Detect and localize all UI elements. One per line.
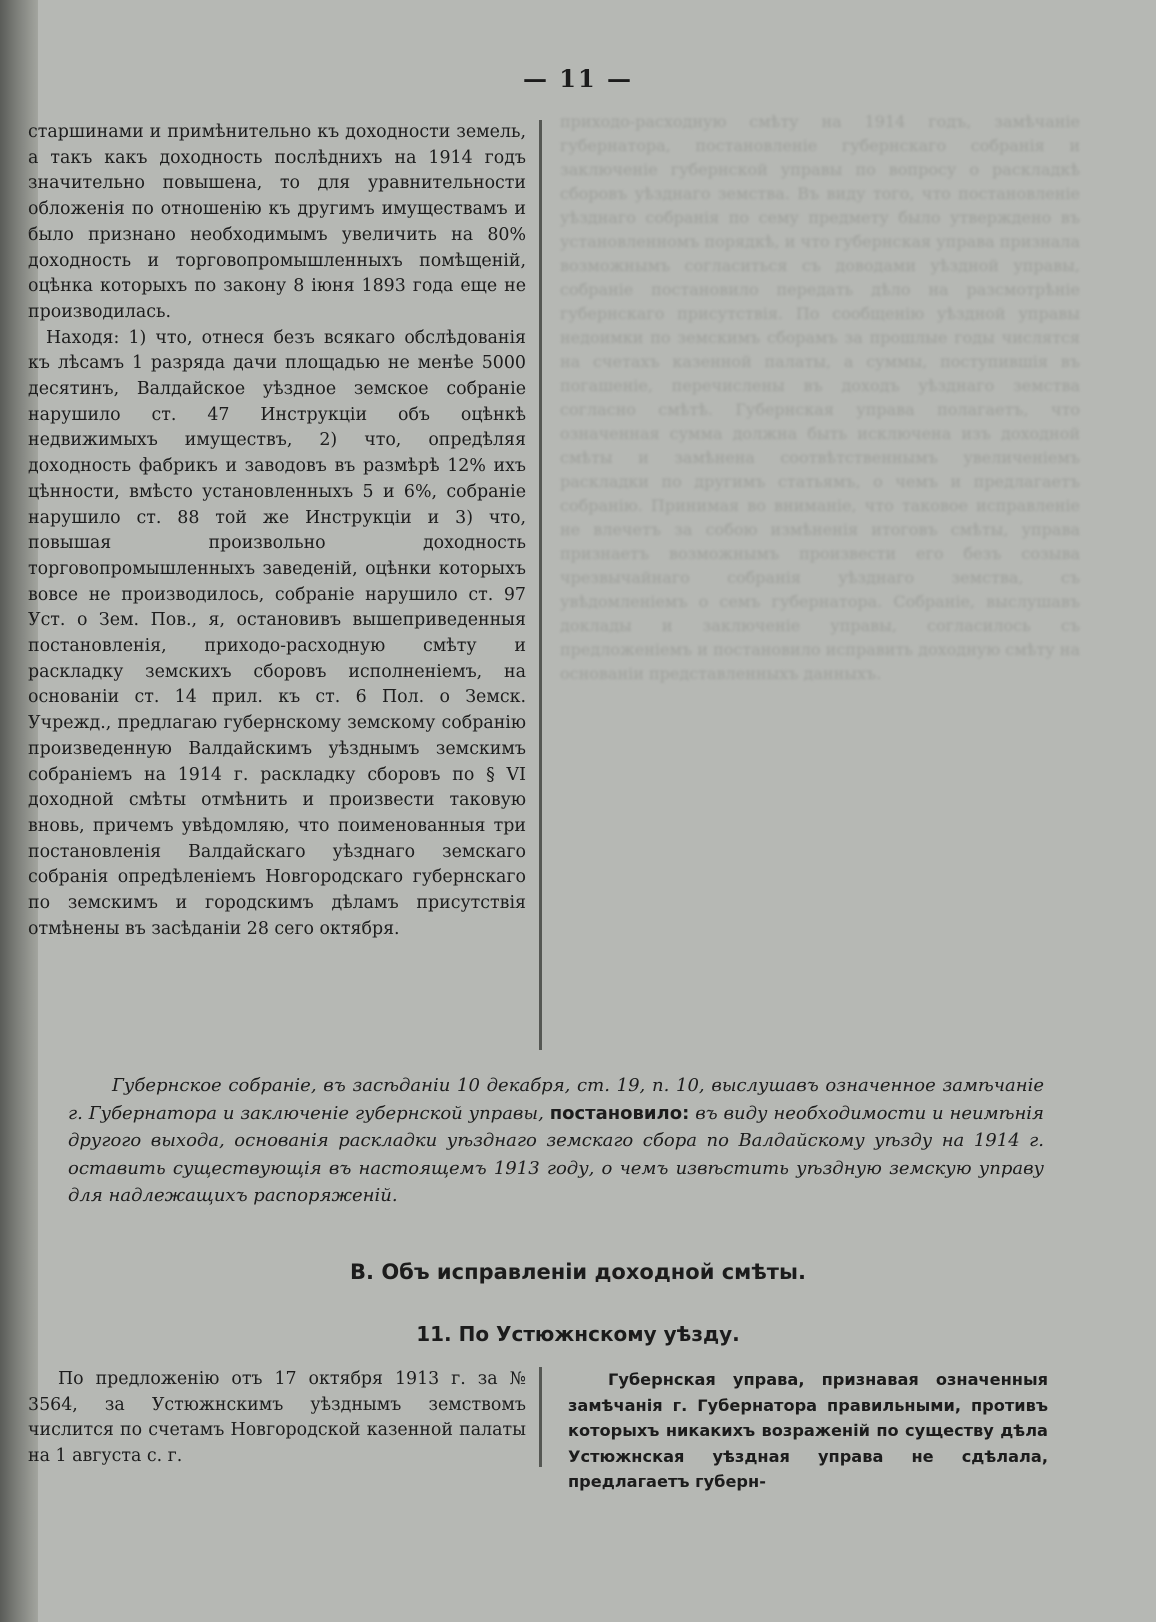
bottom-left-column [28,1367,526,1469]
assembly-resolution [68,1072,1044,1210]
left-column [28,120,526,943]
resolution-keyword: постановило: [549,1102,690,1124]
column-divider [539,120,542,1050]
bleed-through-text: приходо-расходную смѣту на 1914 годъ, замѣчаніе губернатора, постановленіе губернскаго собранія и заключеніе губернской управы по вопросу о раскладкѣ сборовъ уѣзднаго земства. Въ виду того, что постановленіе уѣзднаго собранія по сему предмету было утверждено въ установленномъ порядкѣ, и что губернская управа признала возможнымъ согласиться съ доводами уѣздной управы, собраніе постановило передать дѣло на разсмотрѣніе губернскаго присутствія. По сообщенію уѣздной управы недоимки по земскимъ сборамъ за прошлые годы числятся на счетахъ казенной палаты, а суммы, поступившія въ погашеніе, перечислены въ доходъ уѣзднаго земства согласно смѣтѣ. Губернская управа полагаетъ, что означенная сумма должна быть исключена изъ доходной смѣты и замѣнена соотвѣтственнымъ увеличеніемъ раскладки по другимъ статьямъ, о чемъ и предлагаетъ собранію. Принимая во вниманіе, что таковое исправленіе не влечетъ за собою измѣненія итоговъ смѣты, управа признаетъ возможнымъ произвести его безъ созыва чрезвычайнаго собранія уѣзднаго земства, съ увѣдомленіемъ о семъ губернатора. Собраніе, выслушавъ доклады и заключеніе управы, согласилось съ предложеніемъ и постановило исправить доходную смѣту на основаніи представленныхъ данныхъ. [560,112,1080,683]
left-paragraph-findings: Находя: 1) что, отнеся безъ всякаго обслѣдованія къ лѣсамъ 1 разряда дачи площадью не менѣе 5000 десятинъ, Валдайское уѣздное земское собраніе нарушило ст. 47 Инструкціи объ оцѣнкѣ недвижимыхъ имуществъ, 2) что, опредѣляя доходность фабрикъ и заводовъ въ размѣрѣ 12% ихъ цѣнности, вмѣсто установленныхъ 5 и 6%, собраніе нарушило ст. 88 той же Инструкціи и 3) что, повышая произвольно доходность торговопромышленныхъ заведеній, оцѣнки которыхъ вовсе не производилось, собраніе нарушило ст. 97 Уст. о Зем. Пов., я, остановивъ вышеприведенныя постановленія, приходо-расходную смѣту и раскладку земскихъ сборовъ исполненіемъ, на основаніи ст. 14 прил. къ ст. 6 Пол. о Земск. Учрежд., предлагаю губернскому земскому собранію произведенную Валдайскимъ уѣзднымъ земскимъ собраніемъ на 1914 г. раскладку сборовъ по § VI доходной смѣты отмѣнить и произвести таковую вновь, причемъ увѣдомляю, что поименованныя три постановленія Валдайскаго уѣзднаго земскаго собранія опредѣленіемъ Новгородскаго губернскаго по земскимъ и городскимъ дѣламъ присутствія отмѣнены въ засѣданіи 28 сего октября. [28,327,526,939]
page-number: — 11 — [522,64,634,93]
bottom-left-paragraph: По предложенію отъ 17 октября 1913 г. за № 3564, за Устюжнскимъ уѣзднымъ земствомъ числится по счетамъ Новгородской казенной палаты на 1 августа с. г. [28,1369,526,1466]
left-paragraph-continuation: старшинами и примѣнительно къ доходности земель, а такъ какъ доходность послѣднихъ на 1914 годъ значительно повышена, то для уравнительности обложенія по отношенію къ другимъ имуществамъ и было признано необходимымъ увеличить на 80% доходность и торговопромышленныхъ помѣщеній, оцѣнка которыхъ по закону 8 іюня 1893 года еще не производилась. [28,122,526,322]
bottom-right-column [568,1367,1048,1495]
bottom-right-paragraph: Губернская управа, признавая означенныя замѣчанія г. Губернатора правильными, противъ которыхъ никакихъ возраженій по существу дѣла Устюжнская уѣздная управа не сдѣлала, предлагаетъ губерн- [568,1370,1048,1491]
section-heading: В. Объ исправленіи доходной смѣты. [350,1260,806,1284]
bottom-column-divider [539,1367,542,1467]
resolution-text-before: Губернское собраніе, въ засѣданіи 10 декабря, ст. 19, п. 10, выслушавъ означенное замѣчаніе г. Губернатора и заключеніе губернской управы, [68,1075,1044,1124]
subsection-heading: 11. По Устюжнскому уѣзду. [416,1322,740,1346]
resolution-text-after: въ виду необходимости и неимѣнія другого выхода, основанія раскладки уѣзднаго земскаго сбора по Валдайскому уѣзду на 1914 г. оставить существующія въ настоящемъ 1913 году, о чемъ извѣстить уѣздную земскую управу для надлежащихъ распоряженій. [68,1102,1044,1206]
resolution-paragraph [68,1072,1044,1210]
